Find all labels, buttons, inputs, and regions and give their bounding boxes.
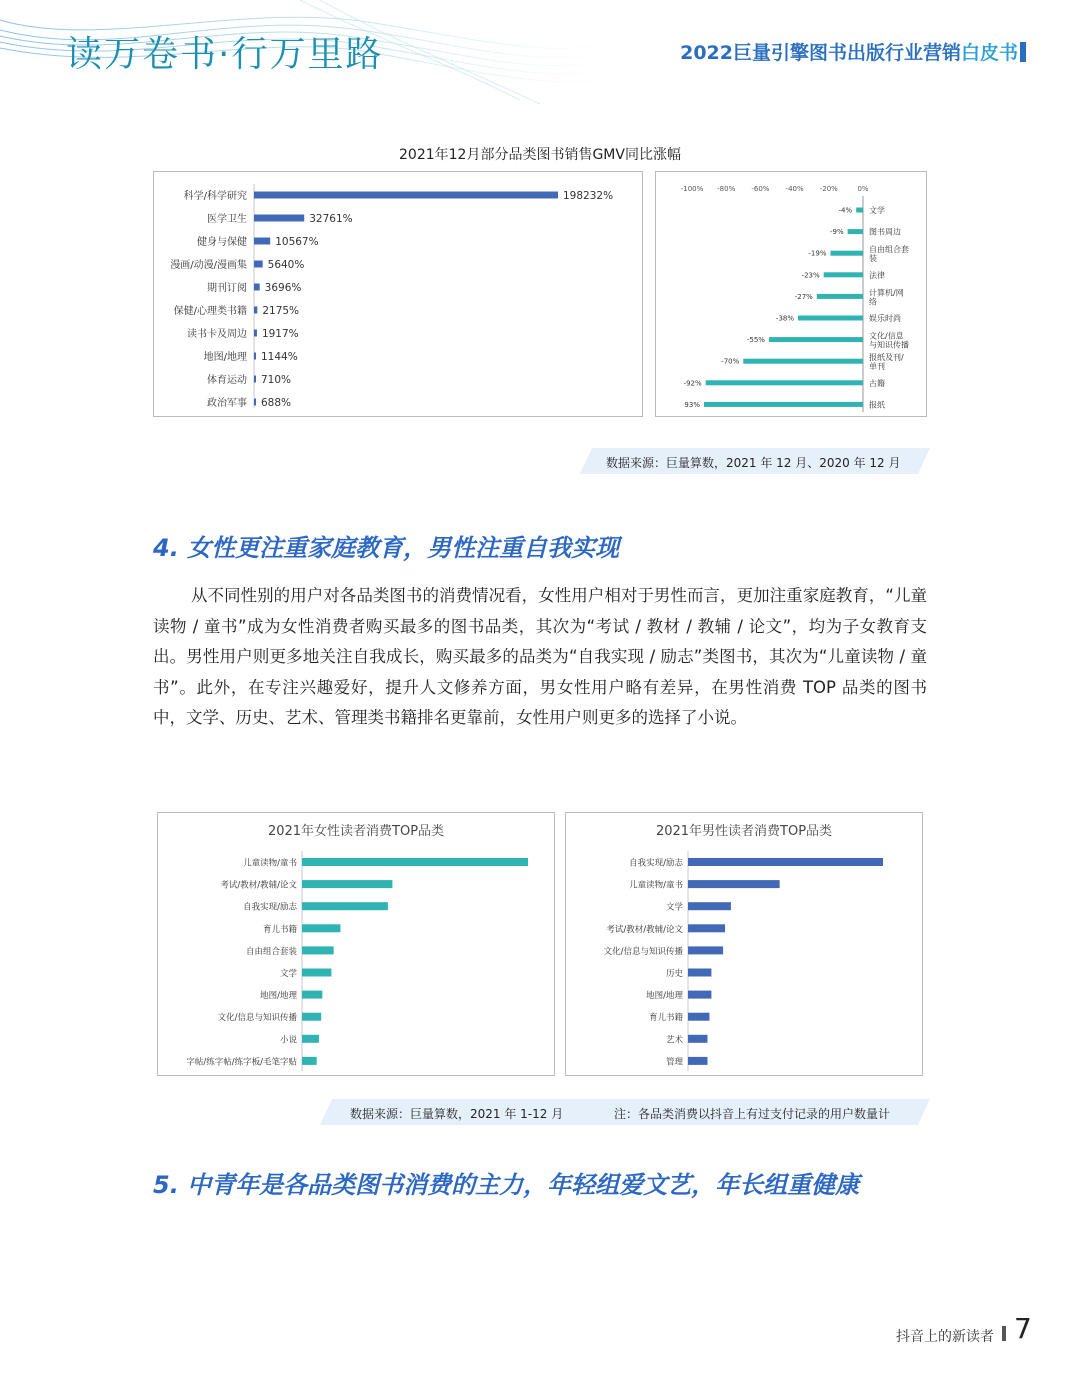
male-top-bar xyxy=(688,1057,708,1065)
female-top-bar xyxy=(302,1013,321,1021)
gmv-up-bar xyxy=(254,330,257,337)
gmv-up-category-label: 政治军事 xyxy=(207,398,247,409)
male-top-bar xyxy=(688,946,723,954)
gmv-down-category-label: 古籍 xyxy=(869,378,885,388)
section5-heading: 5. 中青年是各品类图书消费的主力，年轻组爱文艺，年长组重健康 xyxy=(153,1171,860,1199)
female-top-category-label: 文学 xyxy=(279,969,297,979)
gmv-down-tick-label: -80% xyxy=(717,185,736,193)
gmv-up-bar xyxy=(254,261,263,268)
gmv-decline-panel xyxy=(655,171,927,417)
gmv-growth-panel xyxy=(153,171,643,417)
gmv-up-bar xyxy=(254,376,256,383)
male-top-category-label: 考试/教材/教辅/论文 xyxy=(606,924,683,935)
male-top-bar xyxy=(688,858,883,866)
gmv-up-category-label: 保健/心理类书籍 xyxy=(173,306,247,317)
female-top-bar xyxy=(302,902,388,910)
gmv-up-value-label: 2175% xyxy=(262,305,300,317)
gmv-up-bar xyxy=(254,353,256,360)
male-top-bar xyxy=(688,902,731,910)
gmv-up-category-label: 体育运动 xyxy=(207,375,247,386)
male-top-panel xyxy=(565,812,923,1076)
male-top-category-label: 儿童读物/童书 xyxy=(629,880,683,891)
female-top-bar xyxy=(302,1035,319,1043)
gmv-up-bar xyxy=(254,192,558,199)
report-title xyxy=(680,38,1018,65)
gmv-down-bar xyxy=(824,272,863,277)
female-top-category-label: 考试/教材/教辅/论文 xyxy=(220,880,297,891)
male-top-title: 2021年男性读者消费TOP品类 xyxy=(655,824,833,839)
gmv-down-tick-label: -100% xyxy=(680,185,704,193)
male-top-bar xyxy=(688,924,725,932)
gmv-down-value-label: -23% xyxy=(801,271,820,280)
female-top-bar xyxy=(302,946,334,954)
male-top-category-label: 管理 xyxy=(665,1057,683,1068)
male-top-bar xyxy=(688,1035,708,1043)
section4-paragraph: 从不同性别的用户对各品类图书的消费情况看，女性用户相对于男性而言，更加注重家庭教育，“儿童读物 / 童书”成为女性消费者购买最多的图书品类，其次为“考试 / 教材 / 教辅 / 论文”，均为子女教育支出。男性用户则更多地关注自我成长，购买最多的品类为“自我实现 / 励志”类图书，其次为“儿童读物 / 童书”。此外，在专注兴趣爱好，提升人文修养方面，男女性用户略有差异，在男性消费 TOP 品类的图书中，文学、历史、艺术、管理类书籍排名更靠前，女性用户则更多的选择了小说。 xyxy=(153,586,927,727)
male-top-bar xyxy=(688,880,780,888)
gmv-down-value-label: -92% xyxy=(683,379,702,388)
gmv-down-value-label: 93% xyxy=(684,400,700,409)
female-top-chart xyxy=(158,813,554,1075)
gmv-down-category-label: 计算机/网络 xyxy=(869,288,904,307)
female-top-category-label: 自由组合套装 xyxy=(245,946,297,957)
male-top-category-label: 历史 xyxy=(665,969,683,979)
gmv-up-category-label: 读书卡及周边 xyxy=(187,329,247,340)
gmv-decline-chart xyxy=(656,172,926,416)
male-top-category-label: 育儿书籍 xyxy=(648,1013,683,1024)
female-top-category-label: 文化/信息与知识传播 xyxy=(217,1013,297,1024)
gmv-up-category-label: 漫画/动漫/漫画集 xyxy=(170,260,247,271)
gmv-up-category-label: 地图/地理 xyxy=(203,352,247,363)
gmv-down-category-label: 法律 xyxy=(869,270,885,280)
male-top-chart xyxy=(566,813,922,1075)
chart1-source: 数据来源：巨量算数，2021 年 12 月、2020 年 12 月 xyxy=(606,456,901,470)
female-top-bar xyxy=(302,969,331,977)
gmv-down-value-label: -9% xyxy=(829,228,844,237)
gmv-up-bar xyxy=(254,284,260,291)
gmv-down-tick-label: 0% xyxy=(857,185,869,193)
male-top-bar xyxy=(688,969,711,977)
gmv-down-bar xyxy=(848,229,863,234)
male-top-category-label: 自我实现/励志 xyxy=(629,858,683,869)
brand-slogan: 读万卷书·行万里路 xyxy=(66,34,384,75)
male-top-category-label: 文学 xyxy=(665,902,683,913)
gmv-up-value-label: 1917% xyxy=(261,328,299,340)
male-top-bar xyxy=(688,991,711,999)
gmv-up-value-label: 10567% xyxy=(275,236,319,248)
female-top-category-label: 育儿书籍 xyxy=(262,924,297,935)
female-top-category-label: 自我实现/励志 xyxy=(243,902,297,913)
gmv-up-value-label: 198232% xyxy=(563,190,614,202)
gmv-down-bar xyxy=(831,251,863,256)
gmv-down-tick-label: -20% xyxy=(819,185,838,193)
female-top-category-label: 地图/地理 xyxy=(260,991,297,1002)
gmv-down-value-label: -55% xyxy=(746,336,765,345)
footer-text: 抖音上的新读者 xyxy=(896,1329,994,1345)
gmv-down-bar xyxy=(704,402,863,407)
section4-heading: 4. 女性更注重家庭教育，男性注重自我实现 xyxy=(153,534,620,562)
gmv-down-bar xyxy=(856,208,863,213)
female-top-bar xyxy=(302,858,528,866)
female-top-bar xyxy=(302,1057,317,1065)
gmv-up-value-label: 710% xyxy=(261,374,292,386)
male-top-category-label: 文化/信息与知识传播 xyxy=(603,946,683,957)
chart1-title: 2021年12月部分品类图书销售GMV同比涨幅 xyxy=(399,147,681,163)
gmv-down-value-label: -70% xyxy=(721,357,740,366)
gmv-down-bar xyxy=(706,380,863,385)
gmv-down-value-label: -19% xyxy=(808,249,827,258)
chart2-source: 数据来源：巨量算数，2021 年 1-12 月 xyxy=(350,1107,564,1121)
gmv-growth-chart xyxy=(154,172,642,416)
gmv-up-bar xyxy=(254,399,256,406)
gmv-up-value-label: 3696% xyxy=(264,282,302,294)
footer-divider xyxy=(1002,1326,1006,1341)
gmv-up-value-label: 1144% xyxy=(261,351,298,363)
female-top-panel xyxy=(157,812,555,1076)
gmv-down-category-label: 娱乐时尚 xyxy=(869,314,901,323)
gmv-down-category-label: 报纸 xyxy=(869,400,885,410)
gmv-down-bar xyxy=(817,294,863,299)
gmv-down-tick-label: -40% xyxy=(785,185,804,193)
female-top-bar xyxy=(302,880,392,888)
gmv-down-category-label: 文化/信息与知识传播 xyxy=(869,331,909,350)
gmv-down-category-label: 自由组合套装 xyxy=(869,245,909,264)
gmv-down-value-label: -38% xyxy=(775,314,795,323)
female-top-bar xyxy=(302,991,322,999)
gmv-up-bar xyxy=(254,215,304,222)
female-top-category-label: 字帖/练字帖/练字板/毛笔字贴 xyxy=(186,1057,297,1068)
gmv-down-bar xyxy=(743,359,863,364)
gmv-up-bar xyxy=(254,238,270,245)
gmv-up-category-label: 医学卫生 xyxy=(207,214,247,225)
male-top-category-label: 地图/地理 xyxy=(646,991,683,1002)
gmv-down-value-label: -27% xyxy=(794,292,813,301)
gmv-down-value-label: -4% xyxy=(838,206,853,215)
gmv-up-category-label: 科学/科学研究 xyxy=(183,191,247,202)
gmv-down-category-label: 报纸及刊/单刊 xyxy=(869,353,904,372)
gmv-up-value-label: 32761% xyxy=(309,213,353,225)
female-top-category-label: 小说 xyxy=(279,1035,297,1046)
gmv-down-tick-label: -60% xyxy=(751,185,770,193)
gmv-up-value-label: 688% xyxy=(261,397,292,409)
report-title-main: 2022巨量引擎图书出版行业营销 xyxy=(680,42,961,64)
gmv-down-bar xyxy=(798,316,863,321)
gmv-down-bar xyxy=(769,337,863,342)
gmv-up-category-label: 期刊订阅 xyxy=(207,283,247,294)
title-accent-bar xyxy=(1020,42,1026,62)
gmv-up-category-label: 健身与保健 xyxy=(197,237,247,248)
female-top-title: 2021年女性读者消费TOP品类 xyxy=(267,824,445,839)
gmv-down-category-label: 图书周边 xyxy=(869,227,901,237)
male-top-bar xyxy=(688,1013,709,1021)
gmv-down-category-label: 文学 xyxy=(869,206,885,215)
gmv-up-value-label: 5640% xyxy=(267,259,305,271)
report-title-highlight: 白皮书 xyxy=(960,42,1018,64)
page-number: 7 xyxy=(1014,1312,1032,1345)
male-top-category-label: 艺术 xyxy=(665,1035,683,1046)
female-top-bar xyxy=(302,924,340,932)
chart2-note: 注：各品类消费以抖音上有过支付记录的用户数量计 xyxy=(614,1107,891,1121)
gmv-up-bar xyxy=(254,307,257,314)
female-top-category-label: 儿童读物/童书 xyxy=(243,858,297,869)
